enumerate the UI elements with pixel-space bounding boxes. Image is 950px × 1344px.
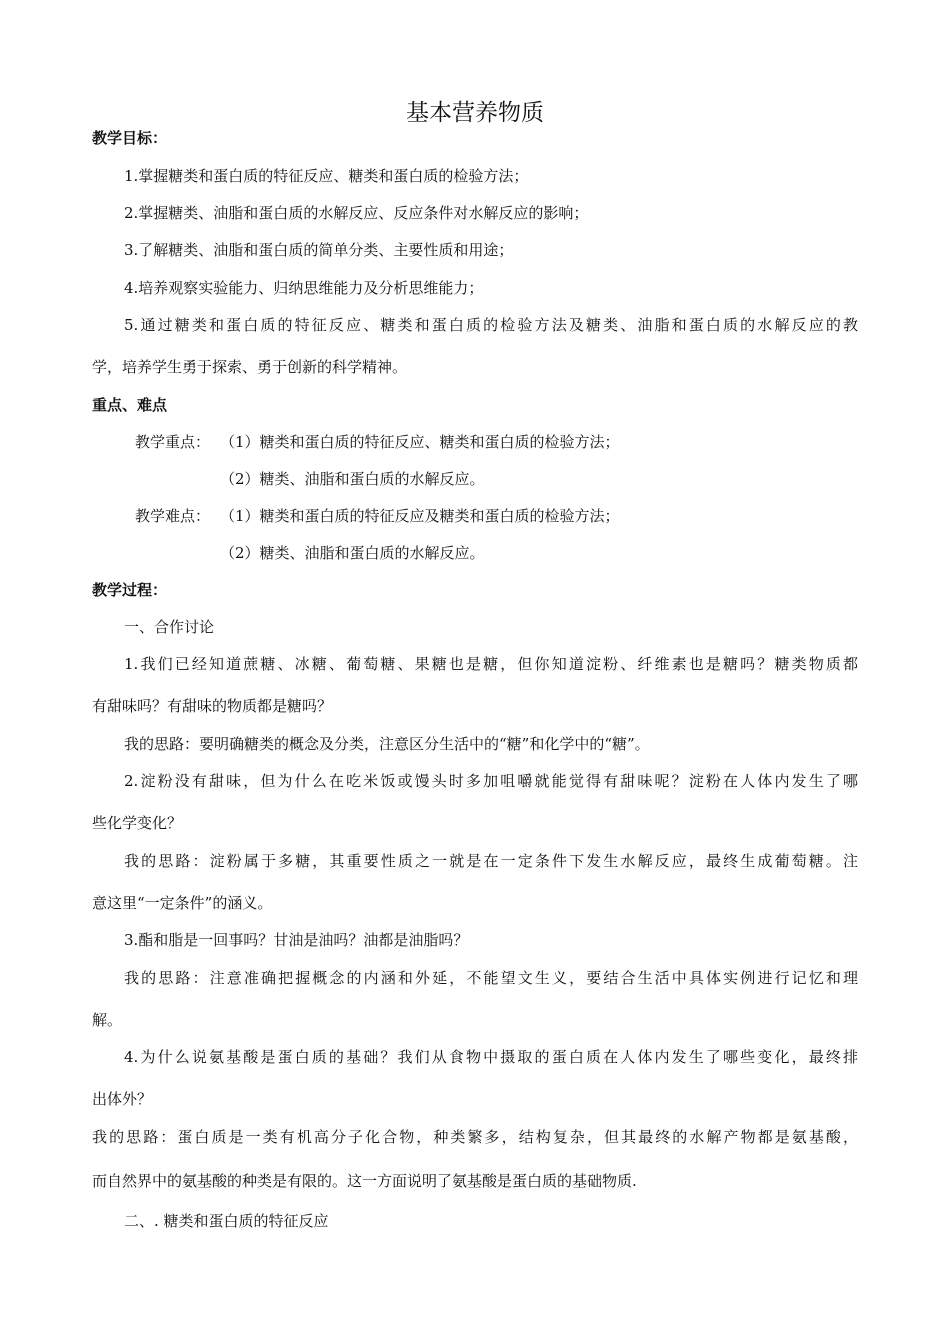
section-heading: 二、. 糖类和蛋白质的特征反应 bbox=[124, 1212, 329, 1230]
thinking-note: 我的思路：注意准确把握概念的内涵和外延，不能望文生义，要结合生活中具体实例进行记忆和理 bbox=[124, 969, 858, 987]
discussion-question: 3.酯和脂是一回事吗？甘油是油吗？油都是油脂吗？ bbox=[124, 931, 469, 949]
discussion-question: 2.淀粉没有甜味，但为什么在吃米饭或馒头时多加咀嚼就能觉得有甜味呢？淀粉在人体内发生了哪 bbox=[124, 772, 858, 790]
thinking-note-continued: 而自然界中的氨基酸的种类是有限的。这一方面说明了氨基酸是蛋白质的基础物质. bbox=[92, 1172, 637, 1190]
thinking-note: 我的思路：淀粉属于多糖，其重要性质之一就是在一定条件下发生水解反应，最终生成葡萄糖。注 bbox=[124, 852, 858, 870]
key-points-heading: 重点、难点 bbox=[92, 396, 168, 414]
thinking-note: 我的思路：蛋白质是一类有机高分子化合物，种类繁多，结构复杂，但其最终的水解产物都是氨基酸， bbox=[92, 1128, 858, 1146]
discussion-question-continued: 出体外？ bbox=[92, 1090, 153, 1108]
discussion-question-continued: 有甜味吗？有甜味的物质都是糖吗？ bbox=[92, 697, 333, 715]
difficulty-label: 教学难点： bbox=[135, 507, 211, 525]
objectives-heading: 教学目标： bbox=[92, 129, 168, 147]
process-heading: 教学过程： bbox=[92, 581, 168, 599]
objective-item: 5.通过糖类和蛋白质的特征反应、糖类和蛋白质的检验方法及糖类、油脂和蛋白质的水解反应的教 bbox=[124, 316, 858, 334]
focus-item: （2）糖类、油脂和蛋白质的水解反应。 bbox=[220, 470, 485, 488]
discussion-question: 4.为什么说氨基酸是蛋白质的基础？我们从食物中摄取的蛋白质在人体内发生了哪些变化，最终排 bbox=[124, 1048, 858, 1066]
discussion-question: 1.我们已经知道蔗糖、冰糖、葡萄糖、果糖也是糖，但你知道淀粉、纤维素也是糖吗？糖类物质都 bbox=[124, 655, 858, 673]
section-heading: 一、合作讨论 bbox=[124, 618, 215, 636]
objective-item-continued: 学，培养学生勇于探索、勇于创新的科学精神。 bbox=[92, 358, 408, 376]
focus-item: （1）糖类和蛋白质的特征反应、糖类和蛋白质的检验方法； bbox=[220, 433, 620, 451]
document-title: 基本营养物质 bbox=[406, 100, 544, 126]
objective-item: 3.了解糖类、油脂和蛋白质的简单分类、主要性质和用途； bbox=[124, 241, 514, 259]
focus-label: 教学重点： bbox=[135, 433, 211, 451]
difficulty-item: （2）糖类、油脂和蛋白质的水解反应。 bbox=[220, 544, 485, 562]
difficulty-item: （1）糖类和蛋白质的特征反应及糖类和蛋白质的检验方法； bbox=[220, 507, 620, 525]
objective-item: 1.掌握糖类和蛋白质的特征反应、糖类和蛋白质的检验方法； bbox=[124, 167, 529, 185]
objective-item: 4.培养观察实验能力、归纳思维能力及分析思维能力； bbox=[124, 279, 484, 297]
thinking-note: 我的思路：要明确糖类的概念及分类，注意区分生活中的“糖”和化学中的“糖”。 bbox=[124, 735, 650, 753]
discussion-question-continued: 些化学变化？ bbox=[92, 814, 183, 832]
thinking-note-continued: 意这里“一定条件”的涵义。 bbox=[92, 894, 273, 912]
thinking-note-continued: 解。 bbox=[92, 1011, 123, 1029]
objective-item: 2.掌握糖类、油脂和蛋白质的水解反应、反应条件对水解反应的影响； bbox=[124, 204, 589, 222]
